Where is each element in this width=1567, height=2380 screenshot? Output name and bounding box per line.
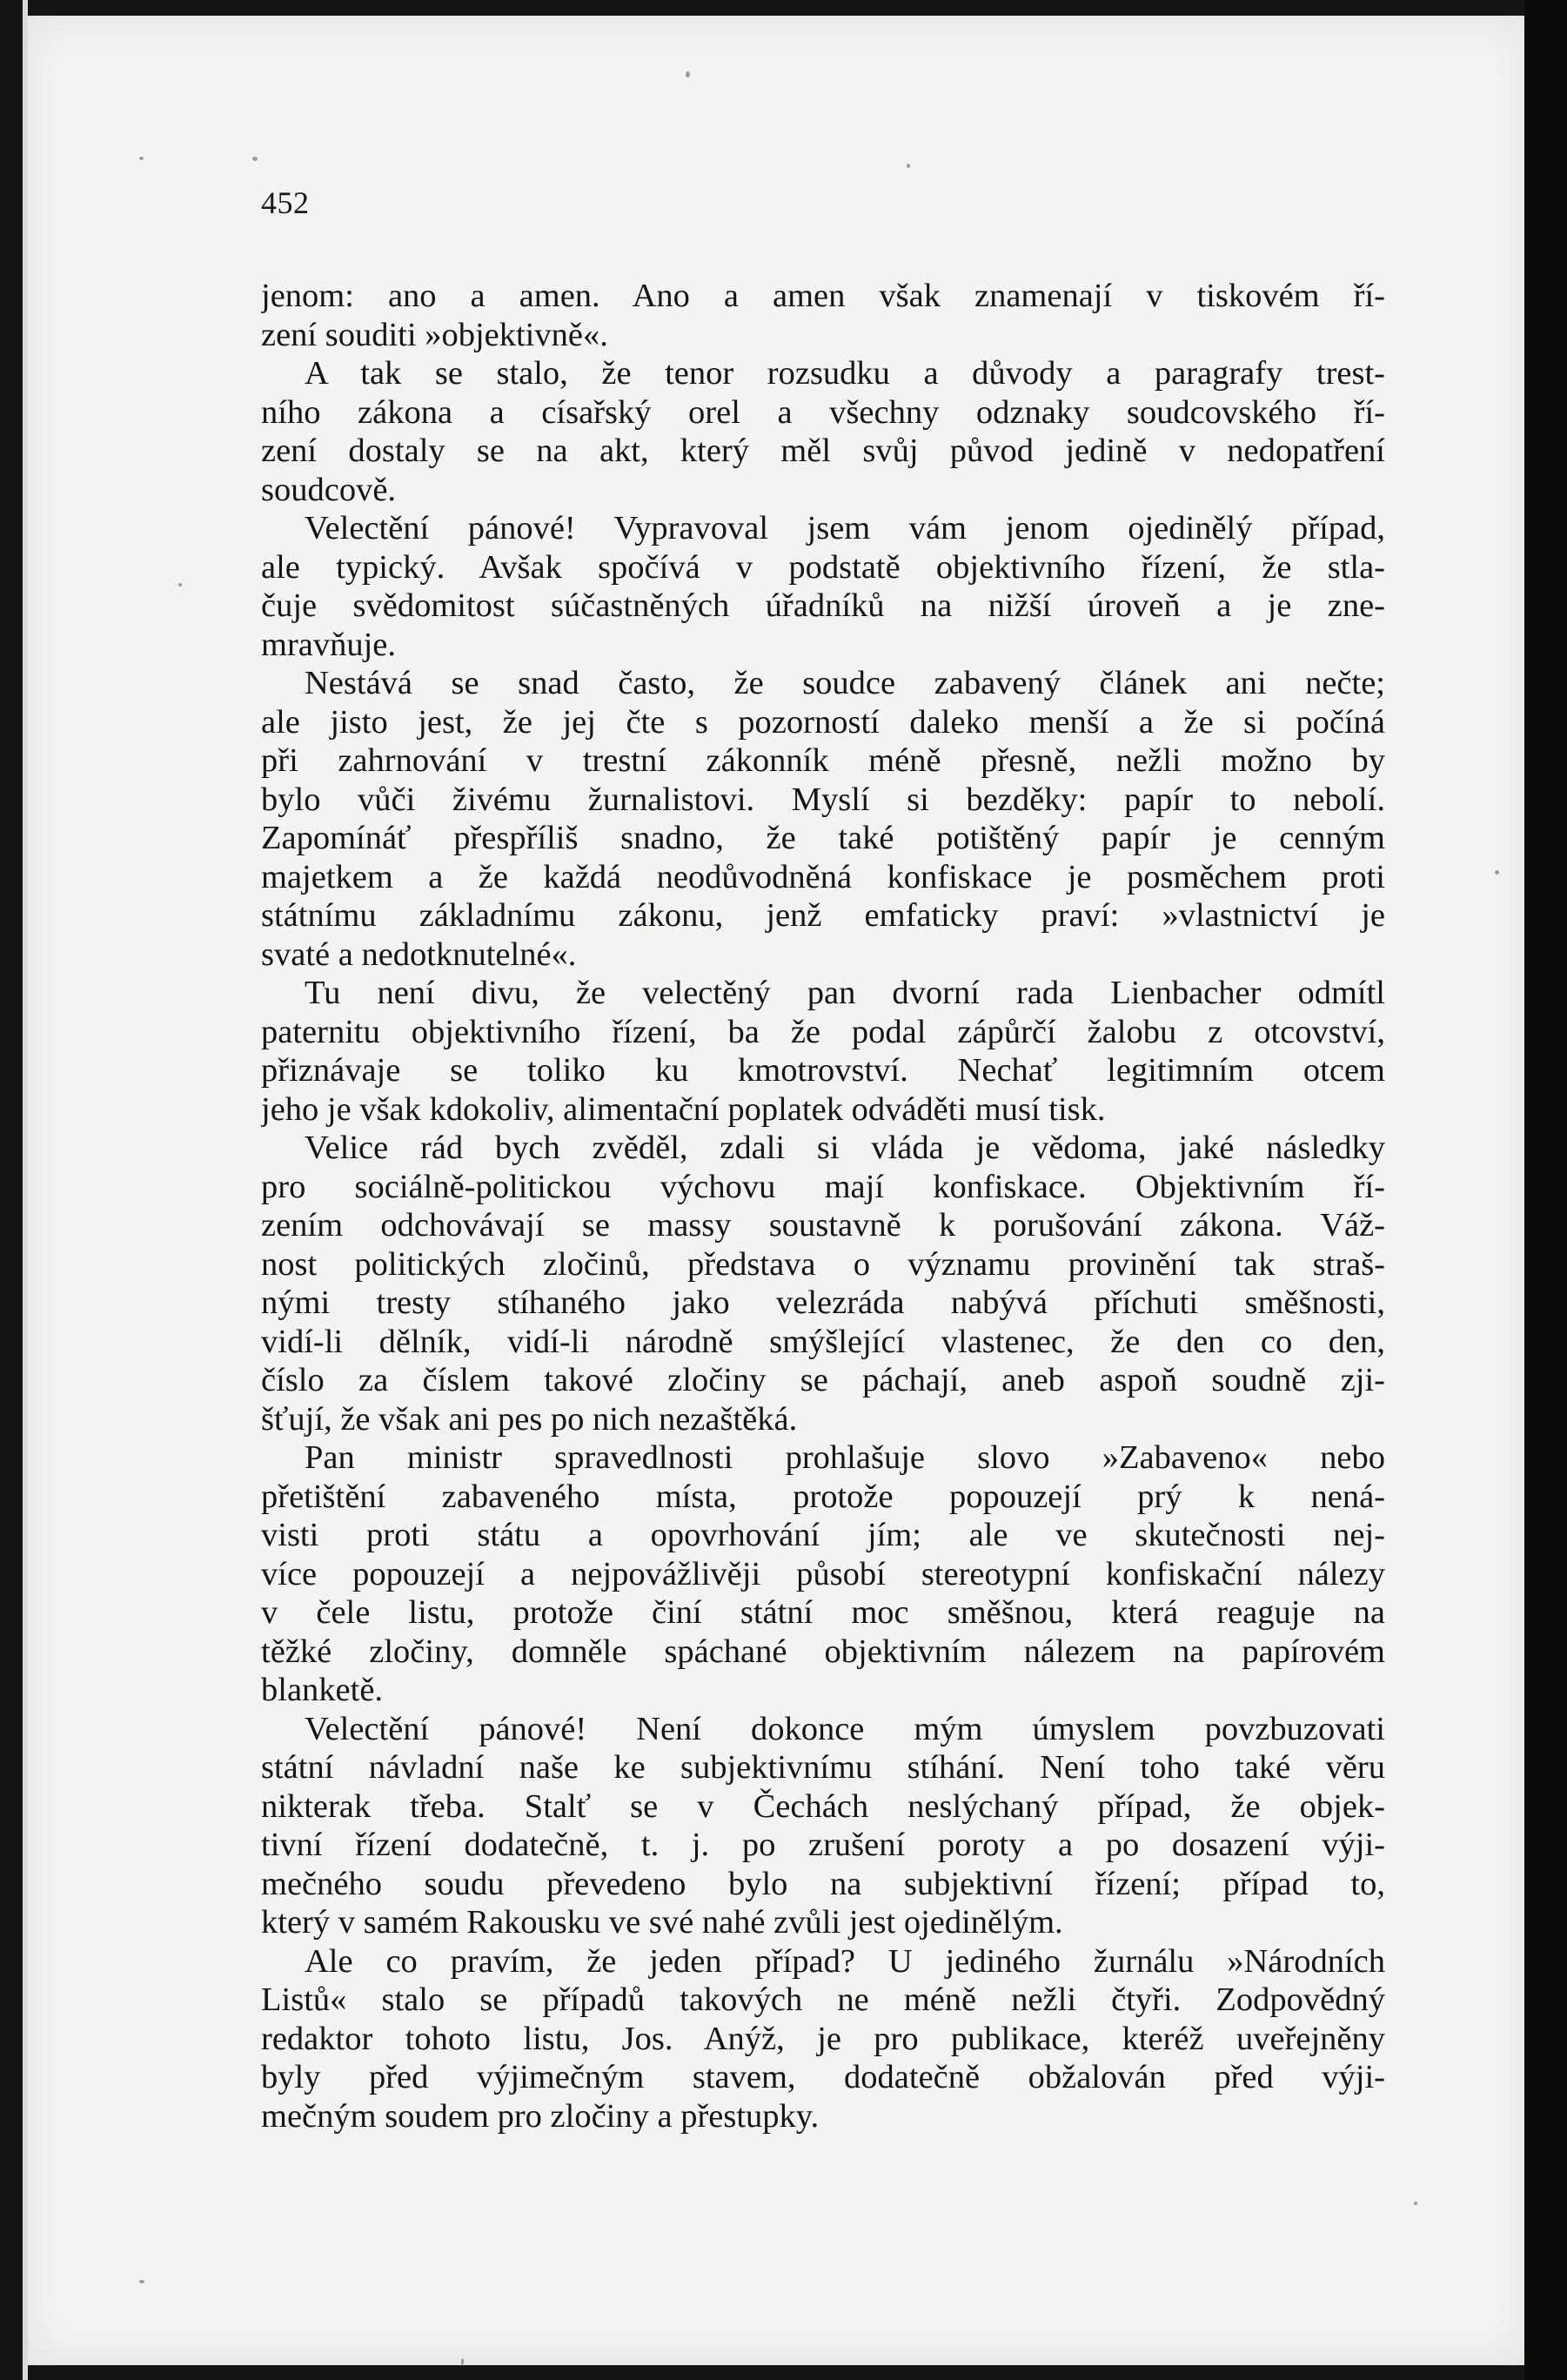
text-line: paternitu objektivního řízení, ba že podal zápůrčí žalobu z otcovství, [261, 1013, 1385, 1050]
text-line: který v samém Rakousku ve své nahé zvůli jest ojedinělým. [261, 1904, 1063, 1941]
text-line: bylo vůči živému žurnalistovi. Myslí si bezděky: papír to nebolí. [261, 781, 1385, 818]
text-line: šťují, že však ani pes po nich nezaštěká. [261, 1400, 798, 1438]
text-line: jenom: ano a amen. Ano a amen však znamenají v tiskovém ří- [261, 278, 1385, 314]
page-right-shadow [1524, 0, 1567, 2380]
text-line: ního zákona a císařský orel a všechny odznaky soudcovského ří- [261, 393, 1385, 431]
text-line: těžké zločiny, domněle spáchané objektivním nálezem na papírovém [261, 1632, 1385, 1670]
text-line: zení dostaly se na akt, který měl svůj původ jedině v nedopatření [261, 432, 1385, 469]
text-line: státní návladní naše ke subjektivnímu stíhání. Není toho také věru [261, 1749, 1385, 1786]
scan-speck [139, 2280, 144, 2283]
text-line: přetištění zabaveného místa, protože popouzejí prý k nená- [261, 1478, 1385, 1515]
text-line: Nestává se snad často, že soudce zabavený článek ani nečte; [305, 665, 1385, 701]
text-line: Ale co pravím, že jeden případ? U jediného žurnálu »Národních [305, 1942, 1385, 1980]
text-line: vidí-li dělník, vidí-li národně smýšlející vlastenec, že den co den, [261, 1323, 1385, 1360]
scan-speck [907, 164, 910, 168]
text-line: visti proti státu a opovrhování jím; ale ve skutečnosti nej- [261, 1517, 1385, 1553]
text-line: A tak se stalo, že tenor rozsudku a důvody a paragrafy trest- [305, 355, 1385, 392]
text-line: mravňuje. [261, 626, 397, 663]
text-line: nikterak třeba. Stalť se v Čechách neslýchaný případ, že objek- [261, 1787, 1385, 1825]
text-line: Pan ministr spravedlnosti prohlašuje slovo »Zabaveno« nebo [305, 1439, 1385, 1476]
text-line: soudcově. [261, 471, 397, 508]
scan-speck [1495, 870, 1499, 875]
text-line: nost politických zločinů, představa o významu provinění tak straš- [261, 1245, 1385, 1283]
text-line: Listů« stalo se případů takových ne méně nežli čtyři. Zodpovědný [261, 1981, 1385, 2018]
text-line: jeho je však kdokoliv, alimentační poplatek odváděti musí tisk. [261, 1090, 1106, 1128]
text-line: Velectění pánové! Vypravoval jsem vám jenom ojedinělý případ, [305, 510, 1385, 546]
text-line: přiznávaje se toliko ku kmotrovství. Nechať legitimním otcem [261, 1052, 1385, 1089]
body-text [261, 277, 1385, 2135]
text-line: tivní řízení dodatečně, t. j. po zrušení poroty a po dosazení výji- [261, 1827, 1385, 1863]
text-line: Velice rád bych zvěděl, zdali si vláda je vědoma, jaké následky [305, 1130, 1385, 1166]
scan-speck [178, 583, 182, 587]
text-line: v čele listu, protože činí státní moc směšnou, která reaguje na [261, 1594, 1385, 1631]
scan-speck [461, 2358, 464, 2365]
scan-speck [686, 71, 690, 77]
text-line: zením odchovávají se massy soustavně k porušování zákona. Váž- [261, 1207, 1385, 1244]
text-line: byly před výjimečným stavem, dodatečně obžalován před výji- [261, 2059, 1385, 2095]
text-line: čuje svědomitost súčastněných úřadníků na nižší úroveň a je zne- [261, 587, 1385, 624]
text-line: číslo za číslem takové zločiny se páchají, aneb aspoň soudně zji- [261, 1362, 1385, 1398]
scan-speck [252, 157, 258, 161]
text-line: při zahrnování v trestní zákonník méně přesně, nežli možno by [261, 742, 1385, 779]
text-line: Zapomínáť přespříliš snadno, že také potištěný papír je cenným [261, 820, 1385, 856]
text-line: redaktor tohoto listu, Jos. Anýž, je pro publikace, kteréž uveřejněny [261, 2020, 1385, 2057]
text-line: ale jisto jest, že jej čte s pozorností daleko menší a že si počíná [261, 703, 1385, 741]
text-line: mečným soudem pro zločiny a přestupky. [261, 2097, 820, 2135]
text-line: Tu není divu, že velectěný pan dvorní rada Lienbacher odmítl [305, 975, 1385, 1011]
scan-speck [139, 157, 144, 160]
text-line: pro sociálně-politickou výchovu mají konfiskace. Objektivním ří- [261, 1168, 1385, 1205]
text-line: ale typický. Avšak spočívá v podstatě objektivního řízení, že stla- [261, 548, 1385, 586]
text-line: státnímu základnímu zákonu, jenž emfaticky praví: »vlastnictví je [261, 897, 1385, 934]
text-line: majetkem a že každá neodůvodněná konfiskace je posměchem proti [261, 858, 1385, 895]
text-line: blanketě. [261, 1672, 384, 1708]
text-line: zení souditi »objektivně«. [261, 316, 608, 353]
text-line: svaté a nedotknutelné«. [261, 935, 577, 973]
text-line: mečného soudu převedeno bylo na subjektivní řízení; případ to, [261, 1865, 1385, 1902]
text-line: více popouzejí a nejpovážlivěji působí stereotypní konfiskační nálezy [261, 1555, 1385, 1592]
text-line: Velectění pánové! Není dokonce mým úmyslem povzbuzovati [305, 1710, 1385, 1747]
scan-speck [1414, 2202, 1417, 2205]
text-line: nými tresty stíhaného jako velezráda nabývá příchuti směšnosti, [261, 1284, 1385, 1321]
page-left-edge [23, 0, 28, 2380]
page-number: 452 [261, 185, 310, 220]
